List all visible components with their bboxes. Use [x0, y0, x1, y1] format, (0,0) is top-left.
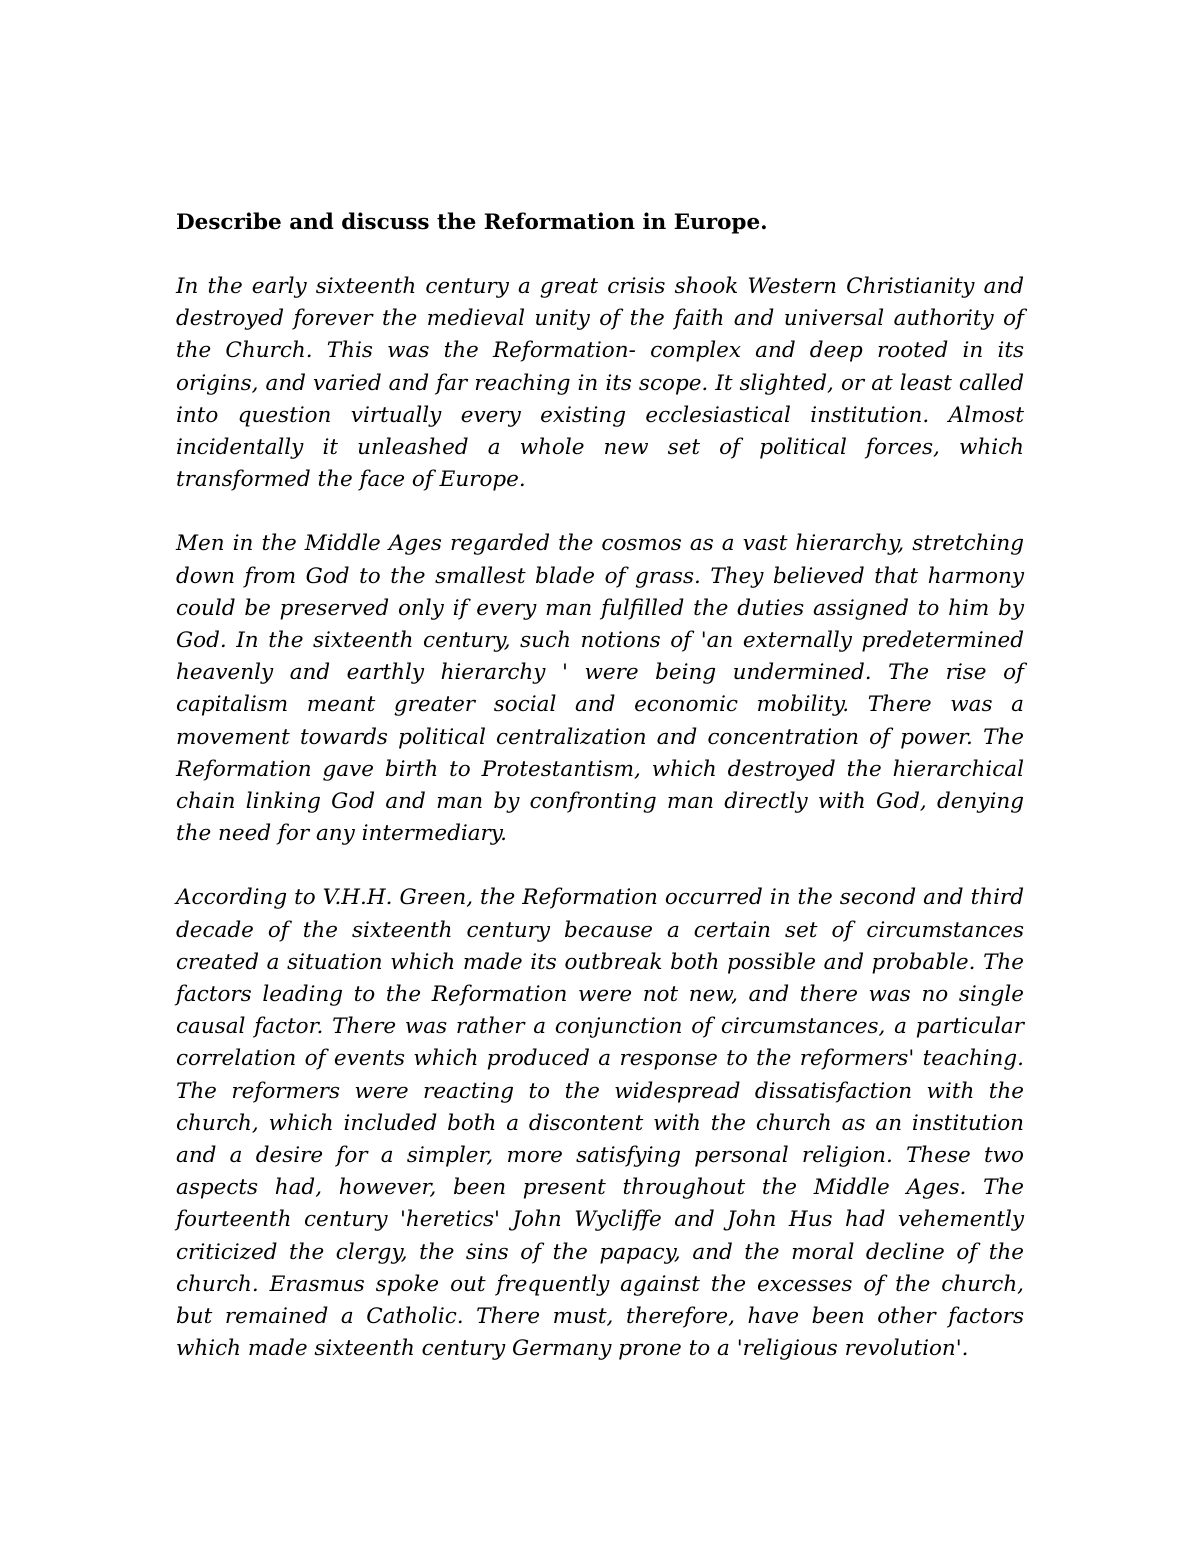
document-title: Describe and discuss the Reformation in Europe.	[176, 210, 768, 235]
paragraph-3: According to V.H.H. Green, the Reformation occurred in the second and third decade of the sixteenth century because a certain set of circumstances created a situation which made its outbreak both possible and probable. The factors leading to the Reformation were not new, and there was no single causal factor. There was rather a conjunction of circumstances, a particular correlation of events which produced a response to the reformers' teaching. The reformers were reacting to the widespread dissatisfaction with the church, which included both a discontent with the church as an institution and a desire for a simpler, more satisfying personal religion. These two aspects had, however, been present throughout the Middle Ages. The fourteenth century 'heretics' John Wycliffe and John Hus had vehemently criticized the clergy, the sins of the papacy, and the moral decline of the church. Erasmus spoke out frequently against the excesses of the church, but remained a Catholic. There must, therefore, have been other factors which made sixteenth century Germany prone to a 'religious revolution'.	[176, 885, 1024, 1362]
paragraph-1: In the early sixteenth century a great crisis shook Western Christianity and destroyed forever the medieval unity of the faith and universal authority of the Church. This was the Reformation- complex and deep rooted in its origins, and varied and far reaching in its scope. It slighted, or at least called into question virtually every existing ecclesiastical institution. Almost incidentally it unleashed a whole new set of political forces, which transformed the face of Europe.	[176, 274, 1024, 493]
document-body	[176, 207, 1024, 1398]
paragraph-2: Men in the Middle Ages regarded the cosmos as a vast hierarchy, stretching down from God to the smallest blade of grass. They believed that harmony could be preserved only if every man fulfilled the duties assigned to him by God. In the sixteenth century, such notions of 'an externally predetermined heavenly and earthly hierarchy ' were being undermined. The rise of capitalism meant greater social and economic mobility. There was a movement towards political centralization and concentration of power. The Reformation gave birth to Protestantism, which destroyed the hierarchical chain linking God and man by confronting man directly with God, denying the need for any intermediary.	[176, 531, 1024, 847]
